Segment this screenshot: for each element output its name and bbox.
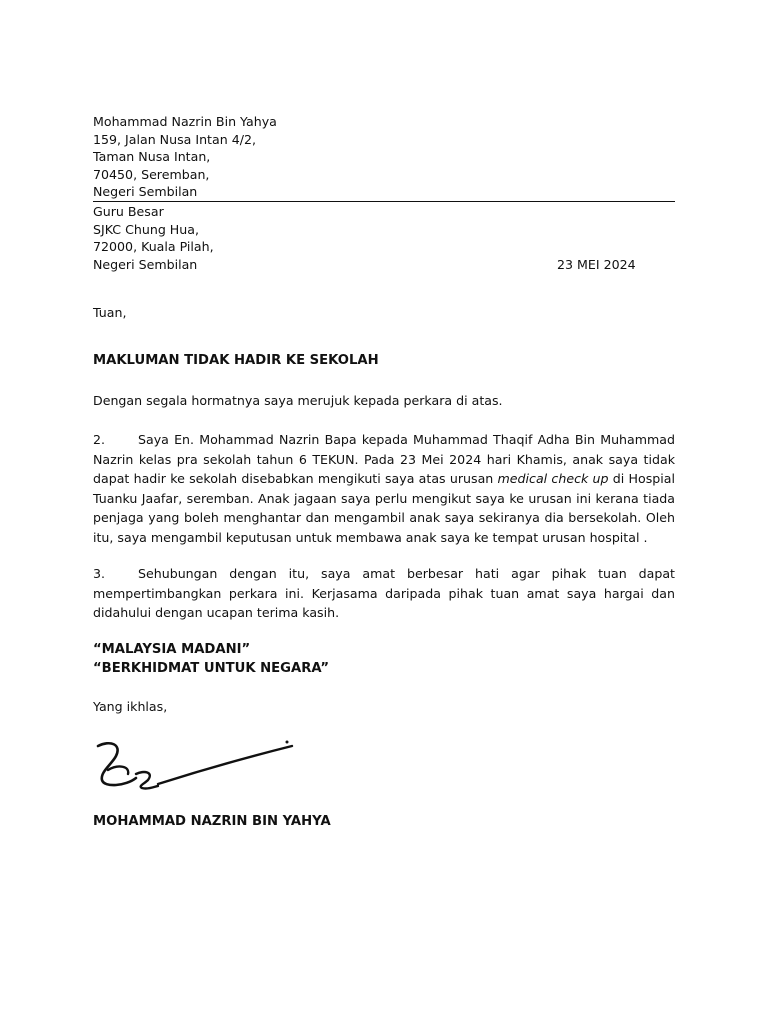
paragraph-text: Sehubungan dengan itu, saya amat berbesar hati agar pihak tuan dapat mempertimbangkan perkara ini. Kerjasama daripada pihak tuan amat saya hargai dan didahului dengan ucapan terima kasih.: [93, 566, 675, 620]
paragraph-number: 3.: [93, 566, 106, 581]
sender-address-line: 70450, Seremban,: [93, 166, 210, 182]
motto-line: “BERKHIDMAT UNTUK NEGARA”: [93, 661, 330, 676]
sender-address-line: Negeri Sembilan: [93, 184, 198, 199]
closing-phrase: Yang ikhlas,: [93, 699, 168, 714]
sender-name: Mohammad Nazrin Bin Yahya: [93, 114, 277, 129]
paragraph-italic-text: medical check up: [497, 471, 609, 486]
intro-paragraph: Dengan segala hormatnya saya merujuk kepada perkara di atas.: [93, 393, 503, 408]
paragraph-number: 2.: [93, 432, 106, 447]
handwritten-signature: [92, 720, 302, 808]
paragraph-2: [93, 430, 675, 547]
salutation: Tuan,: [93, 305, 127, 320]
letter-date: 23 MEI 2024: [557, 257, 636, 272]
recipient-address-line: Negeri Sembilan: [93, 256, 198, 272]
paragraph-3: [93, 564, 675, 623]
sender-address-line: 159, Jalan Nusa Intan 4/2,: [93, 131, 256, 147]
letter-subject: MAKLUMAN TIDAK HADIR KE SEKOLAH: [93, 353, 379, 368]
signer-name: MOHAMMAD NAZRIN BIN YAHYA: [93, 814, 331, 829]
recipient-title: Guru Besar: [93, 204, 164, 219]
paragraph-text: di Hospial Tuanku Jaafar, seremban. Anak jagaan saya perlu mengikut saya ke urusan ini kerana tiada penjaga yang boleh menghantar dan mengambil anak saya sekiranya dia bersekolah. Oleh itu, saya mengambil keputusan untuk membawa anak saya ke tempat urusan hospital .: [93, 471, 675, 545]
paragraph-text: Saya En. Mohammad Nazrin Bapa kepada Muhammad Thaqif Adha Bin Muhammad Nazrin kelas pra sekolah tahun 6 TEKUN. Pada 23 Mei 2024 hari Khamis, anak saya tidak dapat hadir ke sekolah disebabkan mengikuti saya atas urusan: [93, 432, 675, 486]
motto-block: [93, 640, 675, 678]
header-divider: [93, 201, 675, 202]
sender-address-line: Taman Nusa Intan,: [93, 149, 211, 164]
motto-line: “MALAYSIA MADANI”: [93, 642, 251, 657]
recipient-address-line: 72000, Kuala Pilah,: [93, 239, 214, 254]
recipient-school: SJKC Chung Hua,: [93, 221, 199, 237]
sender-address-block: [93, 113, 675, 201]
